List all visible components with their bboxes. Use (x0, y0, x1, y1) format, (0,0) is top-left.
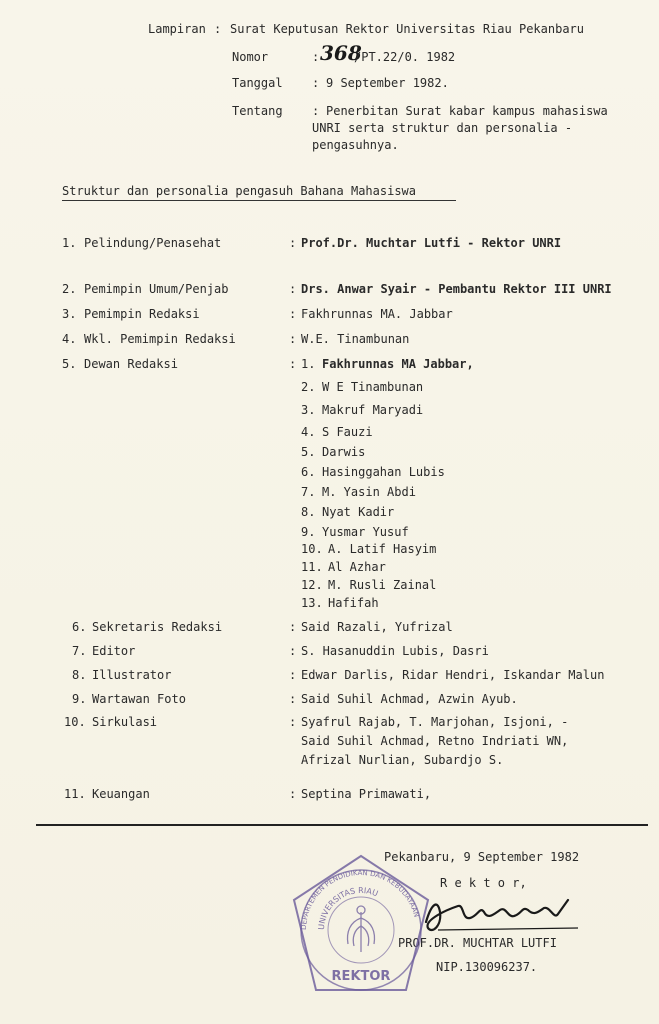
entry-num: 11. (64, 787, 86, 801)
entry-num: 5. (62, 357, 77, 371)
member-name: Makruf Maryadi (322, 403, 424, 417)
entry-value: Said Razali, Yufrizal (301, 620, 453, 634)
member-num: 1. (301, 357, 316, 371)
entry-sep: : (289, 357, 297, 371)
lampiran-text: Surat Keputusan Rektor Universitas Riau Pekanbaru (230, 22, 585, 36)
entry-label: Sirkulasi (92, 715, 158, 729)
section-title-underline (62, 200, 456, 201)
tanggal-value: 9 September 1982. (326, 76, 449, 90)
nomor-sep: : (312, 50, 320, 64)
tentang-line-1: Penerbitan Surat kabar kampus mahasiswa (326, 104, 608, 118)
member-name: S Fauzi (322, 425, 373, 439)
entry-label: Wkl. Pemimpin Redaksi (84, 332, 236, 346)
member-name: Darwis (322, 445, 366, 459)
entry-sep: : (289, 644, 297, 658)
place-date: Pekanbaru, 9 September 1982 (384, 850, 580, 864)
stamp-emblem-icon (348, 906, 375, 952)
footer-divider (36, 824, 648, 826)
tentang-line-3: pengasuhnya. (312, 138, 399, 152)
entry-sep: : (289, 620, 297, 634)
member-num: 4. (301, 425, 316, 439)
entry-num: 1. (62, 236, 77, 250)
member-num: 6. (301, 465, 316, 479)
entry-value: Edwar Darlis, Ridar Hendri, Iskandar Malun (301, 668, 605, 682)
entry-num: 10. (64, 715, 86, 729)
member-num: 5. (301, 445, 316, 459)
entry-sep: : (289, 282, 297, 296)
signatory-title: R e k t o r, (440, 876, 527, 890)
entry-label: Illustrator (92, 668, 172, 682)
entry-value: S. Hasanuddin Lubis, Dasri (301, 644, 489, 658)
entry-num: 7. (72, 644, 87, 658)
member-name: Fakhrunnas MA Jabbar, (322, 357, 474, 371)
entry-value: Syafrul Rajab, T. Marjohan, Isjoni, - (301, 715, 569, 729)
tanggal-label: Tanggal (232, 76, 283, 90)
nomor-label: Nomor (232, 50, 269, 64)
entry-num: 9. (72, 692, 87, 706)
stamp-bottom-text: REKTOR (331, 969, 391, 984)
member-num: 7. (301, 485, 316, 499)
section-title: Struktur dan personalia pengasuh Bahana Mahasiswa (62, 184, 417, 198)
member-num: 12. (301, 578, 323, 592)
member-num: 11. (301, 560, 323, 574)
entry-value: Fakhrunnas MA. Jabbar (301, 307, 453, 321)
member-name: Nyat Kadir (322, 505, 395, 519)
member-name: W E Tinambunan (322, 380, 424, 394)
entry-num: 6. (72, 620, 87, 634)
entry-value: Septina Primawati, (301, 787, 432, 801)
entry-label: Keuangan (92, 787, 150, 801)
entry-num: 8. (72, 668, 87, 682)
entry-sep: : (289, 692, 297, 706)
entry-sep: : (289, 332, 297, 346)
sirkulasi-line-3: Afrizal Nurlian, Subardjo S. (301, 753, 504, 767)
tentang-line-2: UNRI serta struktur dan personalia - (312, 121, 573, 135)
entry-num: 3. (62, 307, 77, 321)
stamp-outer-text: DEPARTEMEN PENDIDIKAN DAN KEBUDAYAAN (299, 868, 421, 931)
entry-num: 4. (62, 332, 77, 346)
tentang-sep: : (312, 104, 320, 118)
nomor-handwritten: 368 (320, 41, 362, 65)
member-name: Yusmar Yusuf (322, 525, 409, 539)
official-stamp (286, 852, 436, 1002)
entry-label: Dewan Redaksi (84, 357, 178, 371)
entry-label: Editor (92, 644, 136, 658)
lampiran-label: Lampiran (148, 22, 206, 36)
entry-value: Prof.Dr. Muchtar Lutfi - Rektor UNRI (301, 236, 562, 250)
member-num: 2. (301, 380, 316, 394)
entry-label: Pelindung/Penasehat (84, 236, 222, 250)
member-name: M. Yasin Abdi (322, 485, 416, 499)
entry-sep: : (289, 715, 297, 729)
sirkulasi-line-2: Said Suhil Achmad, Retno Indriati WN, (301, 734, 569, 748)
member-num: 13. (301, 596, 323, 610)
member-name: Hafifah (328, 596, 379, 610)
entry-label: Pemimpin Redaksi (84, 307, 200, 321)
entry-num: 2. (62, 282, 77, 296)
member-num: 9. (301, 525, 316, 539)
entry-sep: : (289, 787, 297, 801)
entry-sep: : (289, 668, 297, 682)
entry-sep: : (289, 236, 297, 250)
stamp-inner-text: UNIVERSITAS RIAU (316, 885, 380, 931)
tentang-label: Tentang (232, 104, 283, 118)
lampiran-sep: : (214, 22, 222, 36)
signatory-name: PROF.DR. MUCHTAR LUTFI (398, 936, 557, 950)
tanggal-sep: : (312, 76, 320, 90)
member-name: Al Azhar (328, 560, 386, 574)
entry-sep: : (289, 307, 297, 321)
member-name: A. Latif Hasyim (328, 542, 437, 556)
handwritten-signature (418, 892, 598, 937)
member-num: 8. (301, 505, 316, 519)
entry-value: W.E. Tinambunan (301, 332, 410, 346)
member-num: 3. (301, 403, 316, 417)
nomor-rest: /PT.22/0. 1982 (354, 50, 456, 64)
member-num: 10. (301, 542, 323, 556)
entry-label: Pemimpin Umum/Penjab (84, 282, 229, 296)
entry-value: Said Suhil Achmad, Azwin Ayub. (301, 692, 518, 706)
member-name: M. Rusli Zainal (328, 578, 437, 592)
entry-label: Sekretaris Redaksi (92, 620, 223, 634)
member-name: Hasinggahan Lubis (322, 465, 445, 479)
signatory-nip: NIP.130096237. (436, 960, 538, 974)
entry-value: Drs. Anwar Syair - Pembantu Rektor III UNRI (301, 282, 612, 296)
entry-label: Wartawan Foto (92, 692, 186, 706)
